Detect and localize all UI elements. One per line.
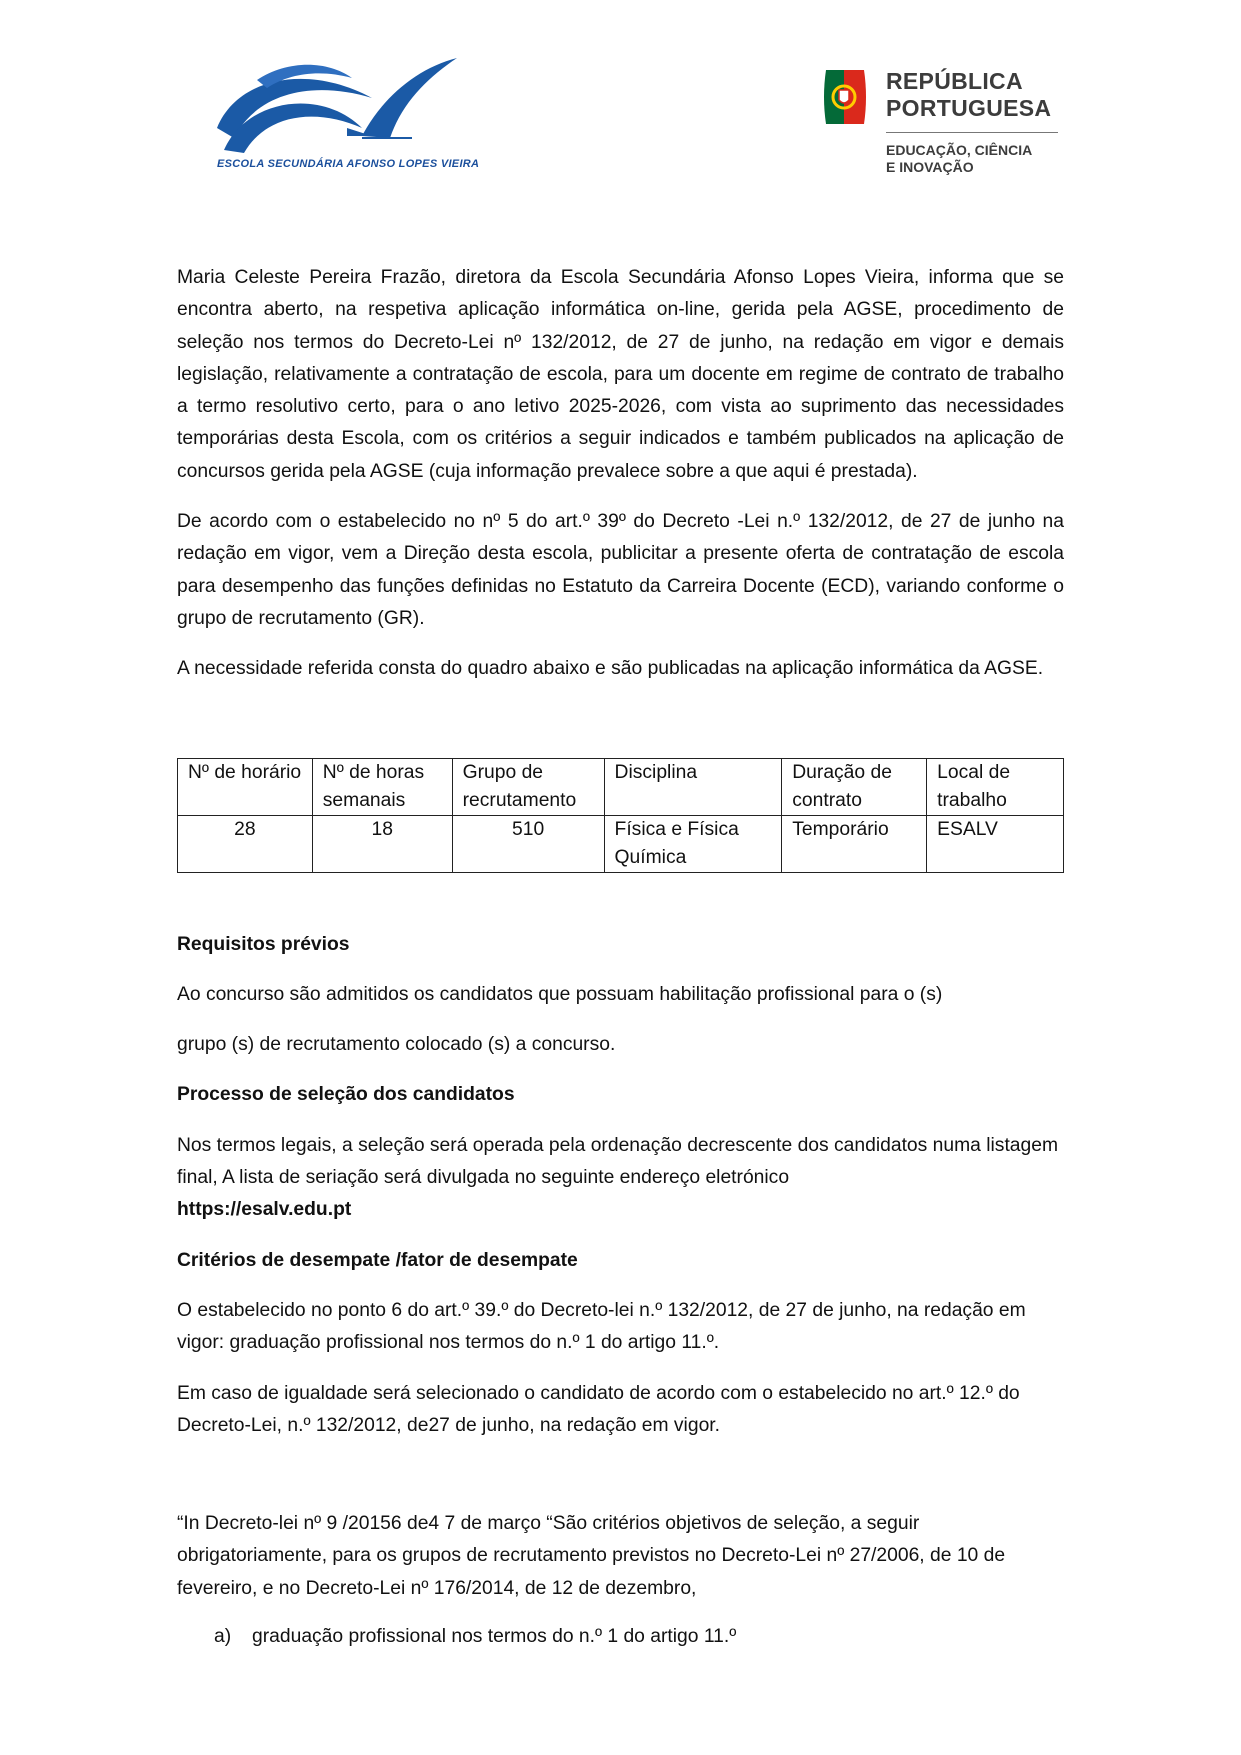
table-row	[178, 815, 1064, 872]
table-cell: ESALV	[927, 815, 1064, 872]
tiebreak-paragraph-1: O estabelecido no ponto 6 do art.º 39.º do Decreto-lei n.º 132/2012, de 27 de junho, na redação em vigor: graduação profissional nos termos do n.º 1 do artigo 11.º.	[177, 1299, 1026, 1354]
table-header-cell: Grupo de recrutamento	[452, 758, 604, 815]
republica-portuguesa-logo	[822, 64, 1062, 184]
tiebreak-paragraph-2: Em caso de igualdade será selecionado o candidato de acordo com o estabelecido no art.º 12.º do Decreto-Lei, n.º 132/2012, de27 de junho, na redação em vigor.	[177, 1382, 1020, 1436]
table-cell: 28	[178, 815, 313, 872]
republic-title-line2: PORTUGUESA	[886, 95, 1052, 121]
document-body	[177, 262, 1064, 1653]
republic-title	[886, 68, 1066, 122]
table-header-cell: Nº de horário	[178, 758, 313, 815]
quote-paragraph: “In Decreto-lei nº 9 /20156 de4 7 de março “São critérios objetivos de seleção, a seguir obrigatoriamente, para os grupos de recrutamento previstos no Decreto-Lei nº 27/2006, de 10 de fevereiro, e no Decreto-Lei nº 176/2014, de 12 de dezembro,	[177, 1513, 1006, 1599]
republic-title-line1: REPÚBLICA	[886, 68, 1023, 94]
ministry-line1: EDUCAÇÃO, CIÊNCIA	[886, 142, 1033, 158]
school-logo-arcs-icon	[212, 58, 470, 158]
table-header-row	[178, 758, 1064, 815]
table-header-cell: Disciplina	[604, 758, 782, 815]
selection-heading: Processo de seleção dos candidatos	[177, 1084, 515, 1106]
requirements-heading: Requisitos prévios	[177, 933, 350, 955]
school-logo	[212, 58, 480, 178]
requirements-line-1: Ao concurso são admitidos os candidatos que possuam habilitação profissional para o (s)	[177, 983, 943, 1005]
table-cell: 510	[452, 815, 604, 872]
intro-paragraph-1: Maria Celeste Pereira Frazão, diretora da Escola Secundária Afonso Lopes Vieira, informa que se encontra aberto, na respetiva aplicação informática on-line, gerida pela AGSE, procedimento de seleção nos termos do Decreto-Lei nº 132/2012, de 27 de junho, na redação em vigor e demais legislação, relativamente a contratação de escola, para um docente em regime de contrato de trabalho a termo resolutivo certo, para o ano letivo 2025-2026, com vista ao suprimento das necessidades temporárias desta Escola, com os critérios a seguir indicados e também publicados na aplicação de concursos gerida pela AGSE (cuja informação prevalece sobre a que aqui é prestada).	[177, 267, 1064, 482]
list-item-text: graduação profissional nos termos do n.º 1 do artigo 11.º	[252, 1626, 737, 1648]
intro-paragraph-2: De acordo com o estabelecido no nº 5 do art.º 39º do Decreto -Lei n.º 132/2012, de 27 de junho na redação em vigor, vem a Direção desta escola, publicitar a presente oferta de contratação de escola para desempenho das funções definidas no Estatuto da Carreira Docente (ECD), variando conforme o grupo de recrutamento (GR).	[177, 511, 1064, 629]
requirements-line-2: grupo (s) de recrutamento colocado (s) a concurso.	[177, 1034, 616, 1056]
selection-paragraph	[177, 1130, 1064, 1227]
intro-paragraph-3: A necessidade referida consta do quadro abaixo e são publicadas na aplicação informática da AGSE.	[177, 658, 1044, 680]
tiebreak-heading: Critérios de desempate /fator de desempate	[177, 1249, 578, 1271]
ministry-name	[886, 142, 1066, 176]
table-cell: Temporário	[782, 815, 927, 872]
table-cell: 18	[312, 815, 452, 872]
table-header-cell: Nº de horas semanais	[312, 758, 452, 815]
logo-divider	[886, 132, 1058, 133]
ministry-line2: E INOVAÇÃO	[886, 159, 974, 175]
offer-table	[177, 758, 1064, 873]
table-cell: Física e Física Química	[604, 815, 782, 872]
selection-url-link[interactable]: https://esalv.edu.pt	[177, 1199, 352, 1221]
selection-text: Nos termos legais, a seleção será operada pela ordenação decrescente dos candidatos numa listagem final, A lista de seriação será divulgada no seguinte endereço eletrónico	[177, 1134, 1059, 1189]
table-header-cell: Local de trabalho	[927, 758, 1064, 815]
portuguese-flag-emblem-icon	[822, 66, 868, 128]
list-item	[177, 1621, 1064, 1653]
list-item-marker: a)	[214, 1626, 232, 1648]
table-header-cell: Duração de contrato	[782, 758, 927, 815]
school-logo-caption: ESCOLA SECUNDÁRIA AFONSO LOPES VIEIRA	[217, 158, 480, 170]
